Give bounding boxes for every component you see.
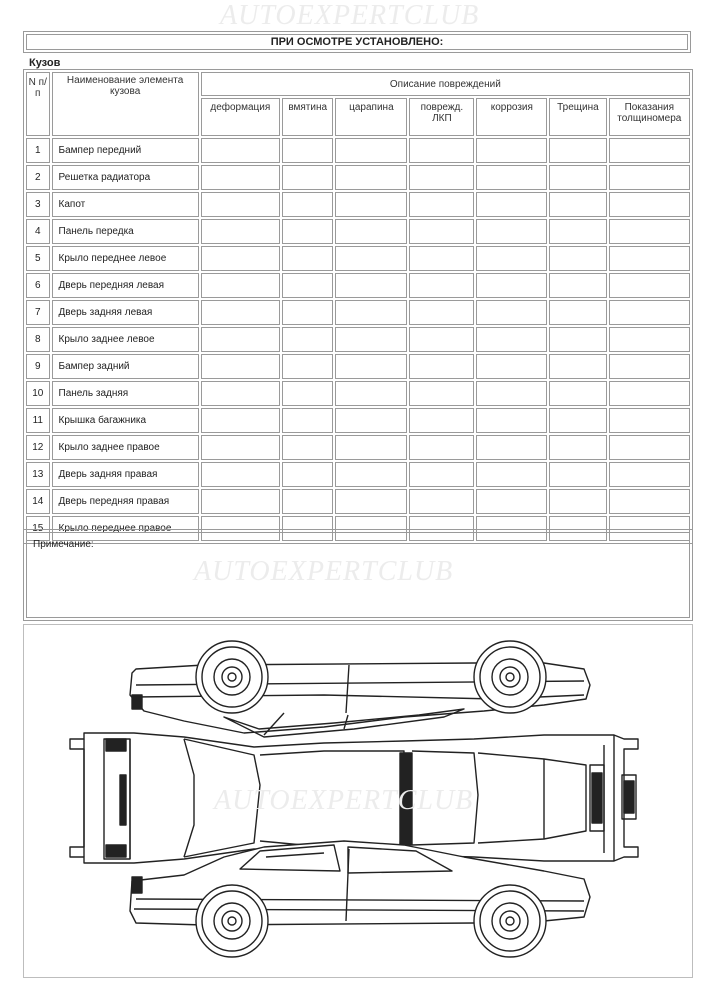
car-side-view-top (130, 641, 590, 737)
damage-cell[interactable] (282, 462, 334, 487)
col-thickness-header: Показания толщиномера (609, 98, 690, 136)
damage-cell[interactable] (476, 165, 547, 190)
damage-cell[interactable] (201, 246, 280, 271)
watermark: AUTOEXPERTCLUB (214, 785, 474, 816)
damage-cell[interactable] (409, 381, 474, 406)
damage-cell[interactable] (549, 381, 606, 406)
row-element-name: Крыло заднее правое (52, 435, 199, 460)
damage-cell[interactable] (335, 192, 407, 217)
damage-cell[interactable] (609, 462, 690, 487)
row-number: 5 (26, 246, 50, 271)
col-num-header: N п/п (26, 72, 50, 136)
table-row (26, 408, 690, 433)
damage-cell[interactable] (409, 165, 474, 190)
damage-cell[interactable] (549, 165, 606, 190)
note-box (23, 529, 693, 621)
damage-cell[interactable] (476, 300, 547, 325)
damage-cell[interactable] (476, 327, 547, 352)
row-number: 6 (26, 273, 50, 298)
damage-cell[interactable] (476, 219, 547, 244)
col-dent-header: вмятина (282, 98, 334, 136)
damage-cell[interactable] (409, 354, 474, 379)
damage-cell[interactable] (282, 192, 334, 217)
row-element-name: Дверь передняя правая (52, 489, 199, 514)
damage-cell[interactable] (476, 246, 547, 271)
damage-cell[interactable] (201, 489, 280, 514)
col-paint-damage-header: поврежд. ЛКП (409, 98, 474, 136)
row-number: 3 (26, 192, 50, 217)
damage-cell[interactable] (201, 435, 280, 460)
note-field[interactable] (26, 532, 690, 618)
damage-cell[interactable] (409, 246, 474, 271)
note-label: Примечание: (33, 539, 94, 550)
col-name-header: Наименование элемента кузова (52, 72, 199, 136)
damage-cell[interactable] (409, 138, 474, 163)
damage-cell[interactable] (549, 300, 606, 325)
damage-cell[interactable] (282, 273, 334, 298)
damage-cell[interactable] (409, 219, 474, 244)
watermark: AUTOEXPERTCLUB (220, 0, 480, 31)
row-element-name: Крышка багажника (52, 408, 199, 433)
damage-cell[interactable] (549, 408, 606, 433)
damage-cell[interactable] (282, 300, 334, 325)
damage-cell[interactable] (409, 327, 474, 352)
damage-cell[interactable] (335, 138, 407, 163)
damage-cell[interactable] (476, 408, 547, 433)
row-number: 2 (26, 165, 50, 190)
row-element-name: Бампер передний (52, 138, 199, 163)
damage-cell[interactable] (201, 354, 280, 379)
damage-cell[interactable] (609, 273, 690, 298)
damage-cell[interactable] (609, 327, 690, 352)
row-number: 8 (26, 327, 50, 352)
damage-cell[interactable] (476, 381, 547, 406)
row-number: 1 (26, 138, 50, 163)
damage-cell[interactable] (609, 435, 690, 460)
damage-cell[interactable] (335, 354, 407, 379)
damage-cell[interactable] (549, 354, 606, 379)
damage-cell[interactable] (201, 219, 280, 244)
damage-cell[interactable] (335, 219, 407, 244)
table-row (26, 354, 690, 379)
row-element-name: Панель передка (52, 219, 199, 244)
table-row (26, 300, 690, 325)
damage-cell[interactable] (201, 408, 280, 433)
damage-cell[interactable] (201, 192, 280, 217)
damage-cell[interactable] (201, 138, 280, 163)
row-element-name: Дверь передняя левая (52, 273, 199, 298)
damage-cell[interactable] (549, 327, 606, 352)
damage-cell[interactable] (335, 462, 407, 487)
damage-cell[interactable] (549, 435, 606, 460)
damage-cell[interactable] (549, 138, 606, 163)
row-element-name: Бампер задний (52, 354, 199, 379)
damage-cell[interactable] (409, 462, 474, 487)
table-row (26, 273, 690, 298)
damage-cell[interactable] (201, 327, 280, 352)
row-element-name: Крыло переднее правое (52, 516, 199, 541)
section-label: Кузов (29, 57, 61, 69)
damage-cell[interactable] (335, 165, 407, 190)
damage-cell[interactable] (609, 354, 690, 379)
col-corrosion-header: коррозия (476, 98, 547, 136)
damage-cell[interactable] (201, 462, 280, 487)
table-row (26, 246, 690, 271)
damage-cell[interactable] (609, 381, 690, 406)
damage-cell[interactable] (201, 165, 280, 190)
damage-cell[interactable] (335, 300, 407, 325)
damage-cell[interactable] (282, 138, 334, 163)
row-element-name: Дверь задняя правая (52, 462, 199, 487)
damage-cell[interactable] (409, 408, 474, 433)
watermark: AUTOEXPERTCLUB (194, 556, 454, 587)
row-element-name: Решетка радиатора (52, 165, 199, 190)
damage-cell[interactable] (549, 219, 606, 244)
damage-cell[interactable] (609, 165, 690, 190)
col-crack-header: Трещина (549, 98, 606, 136)
table-row (26, 192, 690, 217)
damage-cell[interactable] (201, 381, 280, 406)
damage-cell[interactable] (609, 219, 690, 244)
damage-cell[interactable] (609, 300, 690, 325)
damage-cell[interactable] (335, 246, 407, 271)
damage-cell[interactable] (409, 489, 474, 514)
row-element-name: Капот (52, 192, 199, 217)
damage-cell[interactable] (335, 489, 407, 514)
damage-cell[interactable] (282, 219, 334, 244)
car-diagram (23, 624, 693, 978)
damage-cell[interactable] (282, 165, 334, 190)
damage-cell[interactable] (549, 246, 606, 271)
damage-cell[interactable] (409, 435, 474, 460)
damage-cell[interactable] (335, 408, 407, 433)
damage-cell[interactable] (549, 273, 606, 298)
damage-cell[interactable] (609, 138, 690, 163)
damage-cell[interactable] (282, 327, 334, 352)
damage-cell[interactable] (335, 273, 407, 298)
table-row (26, 462, 690, 487)
damage-cell[interactable] (282, 381, 334, 406)
row-element-name: Дверь задняя левая (52, 300, 199, 325)
row-number: 10 (26, 381, 50, 406)
damage-cell[interactable] (476, 354, 547, 379)
damage-cell[interactable] (282, 435, 334, 460)
damage-cell[interactable] (476, 462, 547, 487)
row-number: 13 (26, 462, 50, 487)
damage-cell[interactable] (476, 192, 547, 217)
damage-cell[interactable] (409, 273, 474, 298)
damage-cell[interactable] (335, 381, 407, 406)
table-row (26, 327, 690, 352)
damage-cell[interactable] (282, 408, 334, 433)
table-row (26, 138, 690, 163)
col-deformation-header: деформация (201, 98, 280, 136)
table-row (26, 381, 690, 406)
row-element-name: Крыло заднее левое (52, 327, 199, 352)
damage-cell[interactable] (609, 192, 690, 217)
damage-cell[interactable] (476, 138, 547, 163)
damage-cell[interactable] (476, 489, 547, 514)
damage-group-header: Описание повреждений (201, 72, 690, 96)
damage-cell[interactable] (409, 192, 474, 217)
form-title: ПРИ ОСМОТРЕ УСТАНОВЛЕНО: (26, 34, 688, 50)
col-scratch-header: царапина (335, 98, 407, 136)
damage-cell[interactable] (282, 246, 334, 271)
form-title-box (23, 31, 691, 53)
damage-cell[interactable] (549, 192, 606, 217)
table-row (26, 219, 690, 244)
row-number: 9 (26, 354, 50, 379)
damage-cell[interactable] (476, 273, 547, 298)
damage-cell[interactable] (476, 435, 547, 460)
row-number: 12 (26, 435, 50, 460)
table-row (26, 435, 690, 460)
damage-cell[interactable] (282, 354, 334, 379)
damage-cell[interactable] (609, 489, 690, 514)
damage-cell[interactable] (282, 489, 334, 514)
table-row (26, 489, 690, 514)
damage-cell[interactable] (549, 489, 606, 514)
damage-table (23, 69, 693, 544)
damage-cell[interactable] (201, 300, 280, 325)
damage-cell[interactable] (549, 462, 606, 487)
table-row (26, 165, 690, 190)
damage-cell[interactable] (609, 246, 690, 271)
row-number: 14 (26, 489, 50, 514)
damage-cell[interactable] (409, 300, 474, 325)
damage-cell[interactable] (609, 408, 690, 433)
damage-cell[interactable] (201, 273, 280, 298)
row-element-name: Крыло переднее левое (52, 246, 199, 271)
row-number: 15 (26, 516, 50, 541)
damage-cell[interactable] (335, 327, 407, 352)
damage-cell[interactable] (335, 435, 407, 460)
row-number: 7 (26, 300, 50, 325)
row-number: 4 (26, 219, 50, 244)
row-element-name: Панель задняя (52, 381, 199, 406)
row-number: 11 (26, 408, 50, 433)
